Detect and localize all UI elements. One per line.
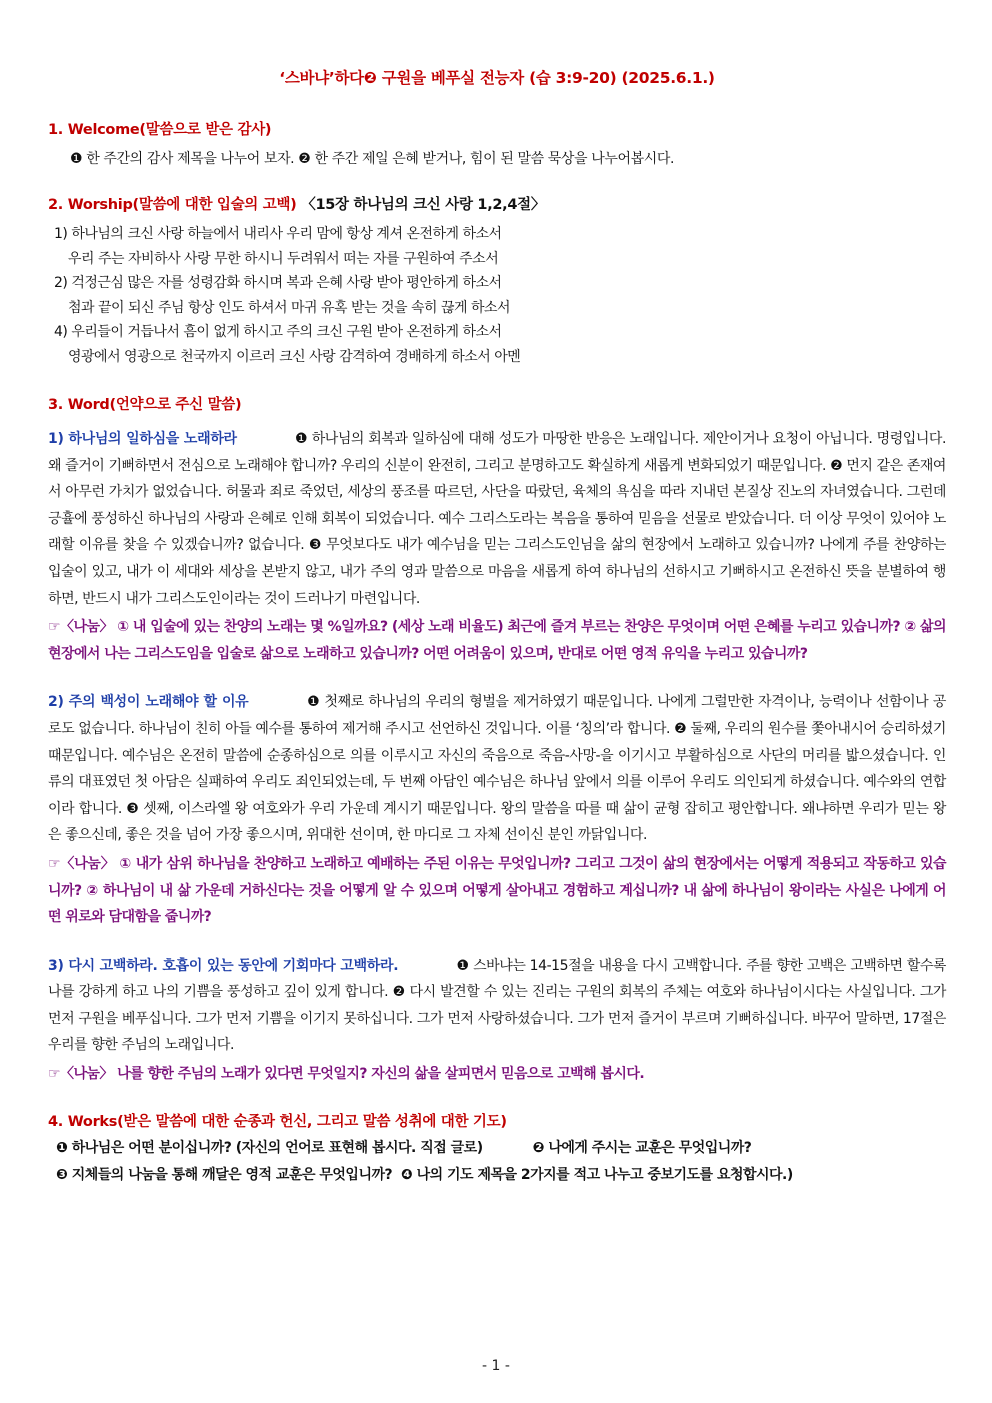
hymn-line: 2) 걱정근심 많은 자를 성령감화 하시며 복과 은혜 사랑 받아 평안하게 하소서 — [54, 275, 502, 291]
word-section — [48, 393, 946, 1088]
works-section — [48, 1110, 946, 1189]
works-item: ❶ 하나님은 어떤 분이십니까? (자신의 언어로 표현해 봅시다. 직접 글로) — [56, 1139, 483, 1156]
point-paragraph — [48, 953, 946, 1059]
works-row — [56, 1162, 946, 1189]
hymn-line: 첨과 끝이 되신 주님 항상 인도 하셔서 마귀 유혹 받는 것을 속히 끊게 하소서 — [68, 299, 511, 316]
share-question: ☞〈나눔〉 나를 향한 주님의 노래가 있다면 무엇일지? 자신의 삶을 살피면서 믿음으로 고백해 봅시다. — [48, 1066, 645, 1083]
works-row — [56, 1135, 946, 1162]
welcome-heading: 1. Welcome(말씀으로 받은 감사) — [48, 122, 272, 138]
works-item: ❸ 지체들의 나눔을 통해 깨달은 영적 교훈은 무엇입니까? — [56, 1166, 393, 1183]
word-point — [48, 953, 946, 1088]
welcome-section — [48, 118, 946, 171]
hymn-line: 우리 주는 자비하사 사랑 무한 하시니 두려워서 떠는 자를 구원하여 주소서 — [68, 250, 499, 267]
word-point — [48, 689, 946, 930]
hymn-title: 〈15장 하나님의 크신 사랑 1,2,4절〉 — [301, 197, 546, 213]
share-question: ☞〈나눔〉 ① 내 입술에 있는 찬양의 노래는 몇 %일까요? (세상 노래 비율도) 최근에 즐겨 부르는 찬양은 무엇이며 어떤 은혜를 누리고 있습니까? ② 삶의 현장에서 나는 그리스도임을 입술로 삶으로 노래하고 있습니까? 어떤 어려움이 있으며, 반대로 어떤 영적 유익을 누리고 있습니까? — [48, 619, 946, 662]
hymn-line: 1) 하나님의 크신 사랑 하늘에서 내리사 우리 맘에 항상 계셔 온전하게 하소서 — [54, 226, 502, 242]
worship-heading: 2. Worship(말씀에 대한 입술의 고백) — [48, 197, 297, 213]
works-item: ❹ 나의 기도 제목을 2가지를 적고 나누고 중보기도를 요청합시다.) — [400, 1166, 793, 1183]
word-heading: 3. Word(언약으로 주신 말씀) — [48, 397, 242, 413]
worship-section — [48, 193, 946, 369]
page-number: - 1 - — [482, 1358, 510, 1374]
hymn-line: 4) 우리들이 거듭나서 흠이 없게 하시고 주의 크신 구원 받아 온전하게 하소서 — [54, 324, 502, 340]
worship-heading-row — [48, 193, 946, 214]
point-paragraph — [48, 426, 946, 612]
works-item: ❷ 나에게 주시는 교훈은 무엇입니까? — [532, 1139, 752, 1156]
document-page — [48, 66, 946, 1211]
word-point — [48, 426, 946, 667]
point-paragraph — [48, 689, 946, 849]
hymn-line: 영광에서 영광으로 천국까지 이르러 크신 사랑 감격하여 경배하게 하소서 아멘 — [68, 348, 521, 365]
point-title: 3) 다시 고백하라. 호흡이 있는 동안에 기회마다 고백하라. — [48, 957, 399, 974]
point-body: ❶ 첫째로 하나님의 우리의 형벌을 제거하였기 때문입니다. 나에게 그럴만한 자격이나, 능력이나 선함이나 공로도 없습니다. 하나님이 친히 아들 예수를 통하여 제거해 주시고 선언하신 것입니다. 이를 ‘칭의’라 합니다. ❷ 둘째, 우리의 원수를 쫓아내시어 승리하셨기 때문입니다. 예수님은 온전히 말씀에 순종하심으로 의를 이루시고 자신의 죽음으로 죽음-사망-을 이기시고 부활하심으로 사단의 머리를 밟으셨습니다. 인류의 대표였던 첫 아담은 실패하여 우리도 죄인되었는데, 두 번째 아담인 예수님은 하나님 앞에서 의를 이루어 우리도 의인되게 하셨습니다. 예수와의 연합이라 합니다. ❸ 셋째, 이스라엘 왕 여호와가 우리 가운데 계시기 때문입니다. 왕의 말씀을 따를 때 삶이 균형 잡히고 평안합니다. 왜냐하면 우리가 믿는 왕은 좋으신데, 좋은 것을 넘어 가장 좋으시며, 위대한 선이며, 한 마디로 그 자체 선이신 분인 까닭입니다. — [48, 694, 946, 844]
point-title: 1) 하나님의 일하심을 노래하라 — [48, 431, 237, 447]
point-body: ❶ 스바냐는 14-15절을 내용을 다시 고백합니다. 주를 향한 고백은 고백하면 할수록 나를 강하게 하고 나의 기쁨을 풍성하고 깊이 있게 합니다. ❷ 다시 발견할 수 있는 진리는 구원의 회복의 주체는 여호와 하나님이시다는 사실입니다. 그가 먼저 구원을 베푸십니다. 그가 먼저 기쁨을 이기지 못하십니다. 그가 먼저 사랑하셨습니다. 그가 먼저 즐거이 부르며 기뻐하십니다. 바꾸어 말하면, 17절은 우리를 향한 주님의 노래입니다. — [48, 957, 946, 1054]
point-title: 2) 주의 백성이 노래해야 할 이유 — [48, 694, 249, 711]
document-title: ‘스바냐’하다❷ 구원을 베푸실 전능자 (습 3:9-20) (2025.6.1.) — [279, 69, 715, 87]
point-body: ❶ 하나님의 회복과 일하심에 대해 성도가 마땅한 반응은 노래입니다. 제안이거나 요청이 아닙니다. 명령입니다. 왜 즐거이 기뻐하면서 전심으로 노래해야 합니까? 우리의 신분이 완전히, 그리고 분명하고도 확실하게 새롭게 변화되었기 때문입니다. ❷ 먼지 같은 존재여서 아무런 가치가 없었습니다. 허물과 죄로 죽었던, 세상의 풍조를 따르던, 사단을 따랐던, 육체의 욕심을 따라 지내던 본질상 진노의 자녀였습니다. 그런데 긍휼에 풍성하신 하나님의 사랑과 은혜로 인해 회복이 되었습니다. 예수 그리스도라는 복음을 통하여 믿음을 선물로 받았습니다. 더 이상 무엇이 있어야 노래할 이유를 찾을 수 있겠습니까? 없습니다. ❸ 무엇보다도 내가 예수님을 믿는 그리스도인님을 삶의 현장에서 노래하고 있습니까? 나에게 주를 찬양하는 입술이 있고, 내가 이 세대와 세상을 본받지 않고, 내가 주의 영과 말씀으로 마음을 새롭게 하여 하나님의 선하시고 기뻐하시고 온전하신 뜻을 분별하여 행하면, 반드시 내가 그리스도인이라는 것이 드러나기 마련입니다. — [48, 431, 946, 607]
welcome-text: ❶ 한 주간의 감사 제목을 나누어 보자. ❷ 한 주간 제일 은혜 받거나, 힘이 된 말씀 묵상을 나누어봅시다. — [70, 151, 675, 167]
share-question: ☞〈나눔〉 ① 내가 삼위 하나님을 찬양하고 노래하고 예배하는 주된 이유는 무엇입니까? 그리고 그것이 삶의 현장에서는 어떻게 적용되고 작동하고 있습니까? ② 하나님이 내 삶 가운데 거하신다는 것을 어떻게 알 수 있으며 어떻게 살아내고 경험하고 계십니까? 내 삶에 하나님이 왕이라는 사실은 나에게 어떤 위로와 담대함을 줍니까? — [48, 855, 946, 926]
works-heading: 4. Works(받은 말씀에 대한 순종과 헌신, 그리고 말씀 성취에 대한 기도) — [48, 1113, 507, 1130]
